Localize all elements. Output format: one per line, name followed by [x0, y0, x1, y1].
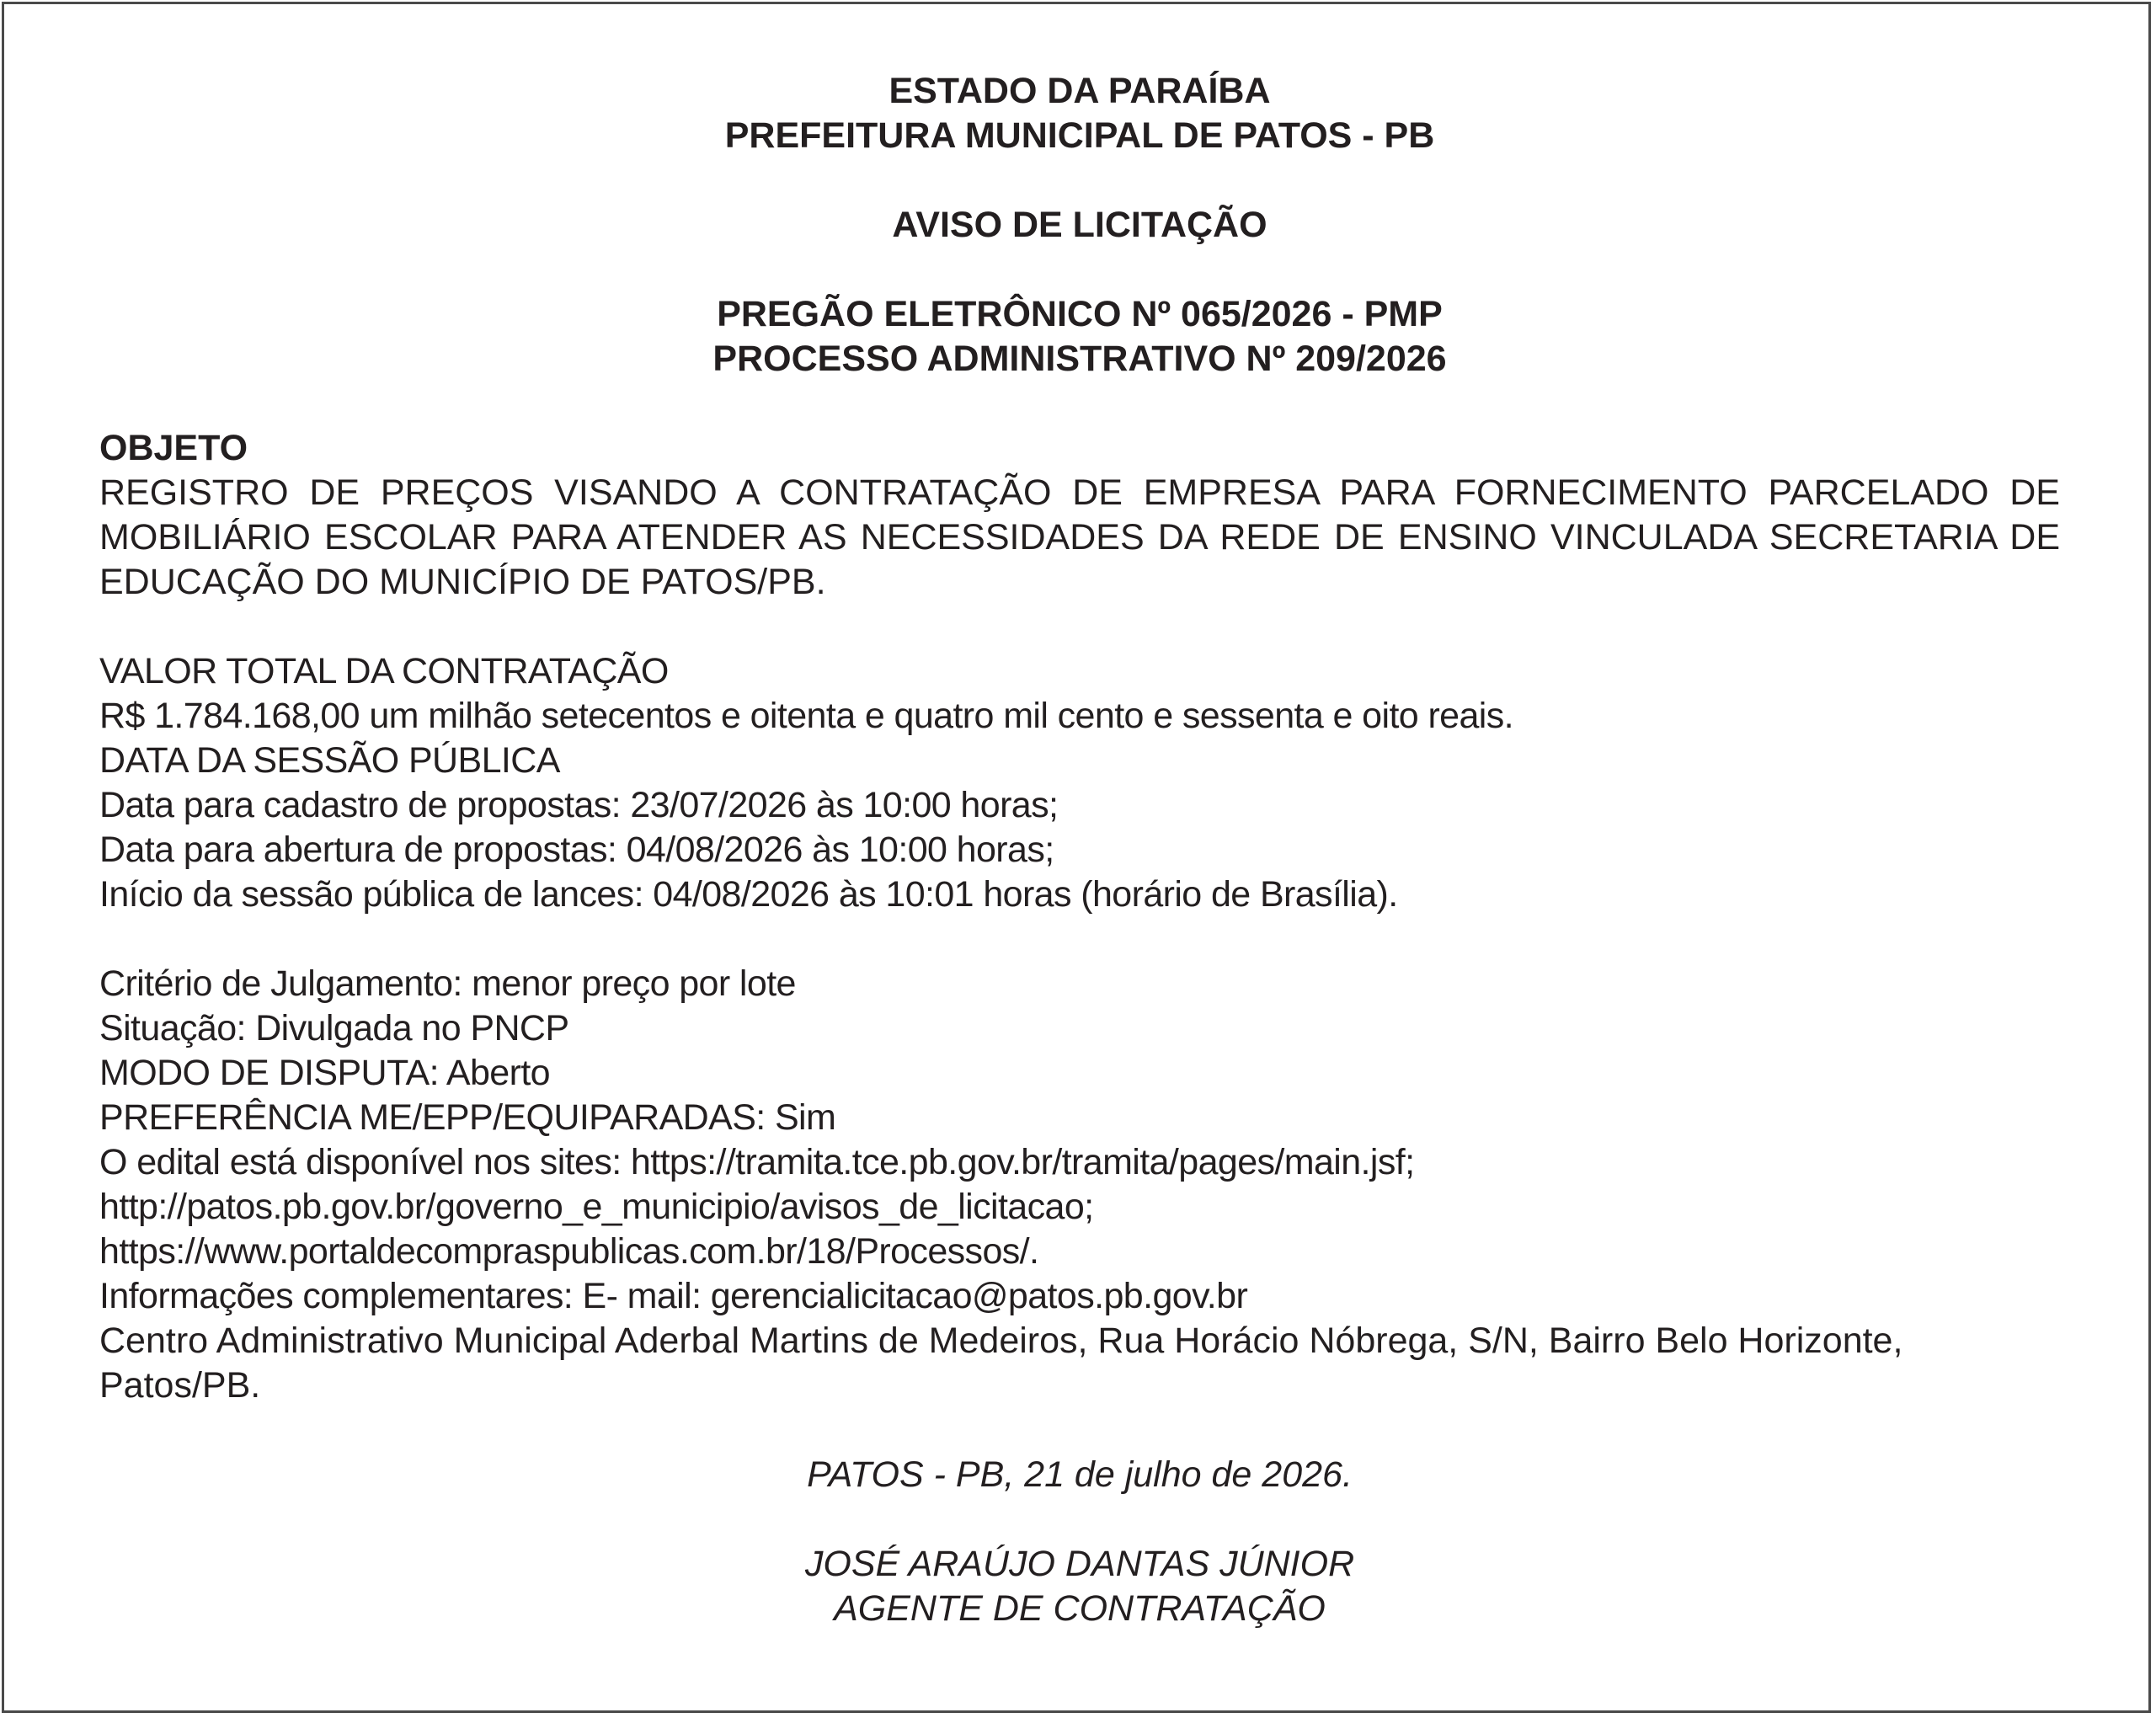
- abertura-date: Data para abertura de propostas: 04/08/2026 às 10:00 horas;: [99, 830, 1054, 870]
- municipality-heading: PREFEITURA MUNICIPAL DE PATOS - PB: [724, 115, 1435, 156]
- notice-body: [99, 69, 2060, 1631]
- valor-heading: VALOR TOTAL DA CONTRATAÇÃO: [99, 651, 669, 691]
- signer-name: JOSÉ ARAÚJO DANTAS JÚNIOR: [804, 1544, 1355, 1584]
- cadastro-date: Data para cadastro de propostas: 23/07/2026 às 10:00 horas;: [99, 785, 1059, 825]
- pregao-number: PREGÃO ELETRÔNICO Nº 065/2026 - PMP: [717, 294, 1443, 334]
- endereco-line: Centro Administrativo Municipal Aderbal Martins de Medeiros, Rua Horácio Nóbrega, S/N, Bairro Belo Horizonte, Patos/PB.: [99, 1321, 1903, 1406]
- state-heading: ESTADO DA PARAÍBA: [889, 71, 1271, 111]
- site-link-patos: http://patos.pb.gov.br/governo_e_municipio/avisos_de_licitacao;: [99, 1187, 1094, 1227]
- signer-role: AGENTE DE CONTRATAÇÃO: [834, 1588, 1326, 1629]
- modo-line: MODO DE DISPUTA: Aberto: [99, 1053, 550, 1093]
- preferencia-line: PREFERÊNCIA ME/EPP/EQUIPARADAS: Sim: [99, 1097, 836, 1138]
- sessao-heading: DATA DA SESSÃO PÚBLICA: [99, 740, 560, 781]
- objeto-heading: OBJETO: [99, 428, 248, 468]
- site-link-portal: https://www.portaldecompraspublicas.com.br/18/Processos/.: [99, 1231, 1039, 1272]
- valor-text: R$ 1.784.168,00 um milhão setecentos e oitenta e quatro mil cento e sessenta e oito reais.: [99, 696, 1513, 736]
- notice-title: AVISO DE LICITAÇÃO: [892, 205, 1267, 245]
- objeto-text: REGISTRO DE PREÇOS VISANDO A CONTRATAÇÃO DE EMPRESA PARA FORNECIMENTO PARCELADO DE MOBILIÁRIO ESCOLAR PARA ATENDER AS NECESSIDADES DA REDE DE ENSINO VINCULADA SECRETARIA DE EDUCAÇÃO DO MUNICÍPIO DE PATOS/PB.: [99, 472, 2060, 602]
- informacoes-line: Informações complementares: E- mail: gerencialicitacao@patos.pb.gov.br: [99, 1276, 1248, 1316]
- inicio-date: Início da sessão pública de lances: 04/08/2026 às 10:01 horas (horário de Brasília).: [99, 874, 1398, 915]
- processo-number: PROCESSO ADMINISTRATIVO Nº 209/2026: [712, 339, 1447, 379]
- criterio-line: Critério de Julgamento: menor preço por lote: [99, 963, 796, 1004]
- situacao-line: Situação: Divulgada no PNCP: [99, 1008, 569, 1048]
- place-date: PATOS - PB, 21 de julho de 2026.: [807, 1454, 1353, 1495]
- edital-line: O edital está disponível nos sites: https://tramita.tce.pb.gov.br/tramita/pages/main.jsf;: [99, 1142, 1415, 1182]
